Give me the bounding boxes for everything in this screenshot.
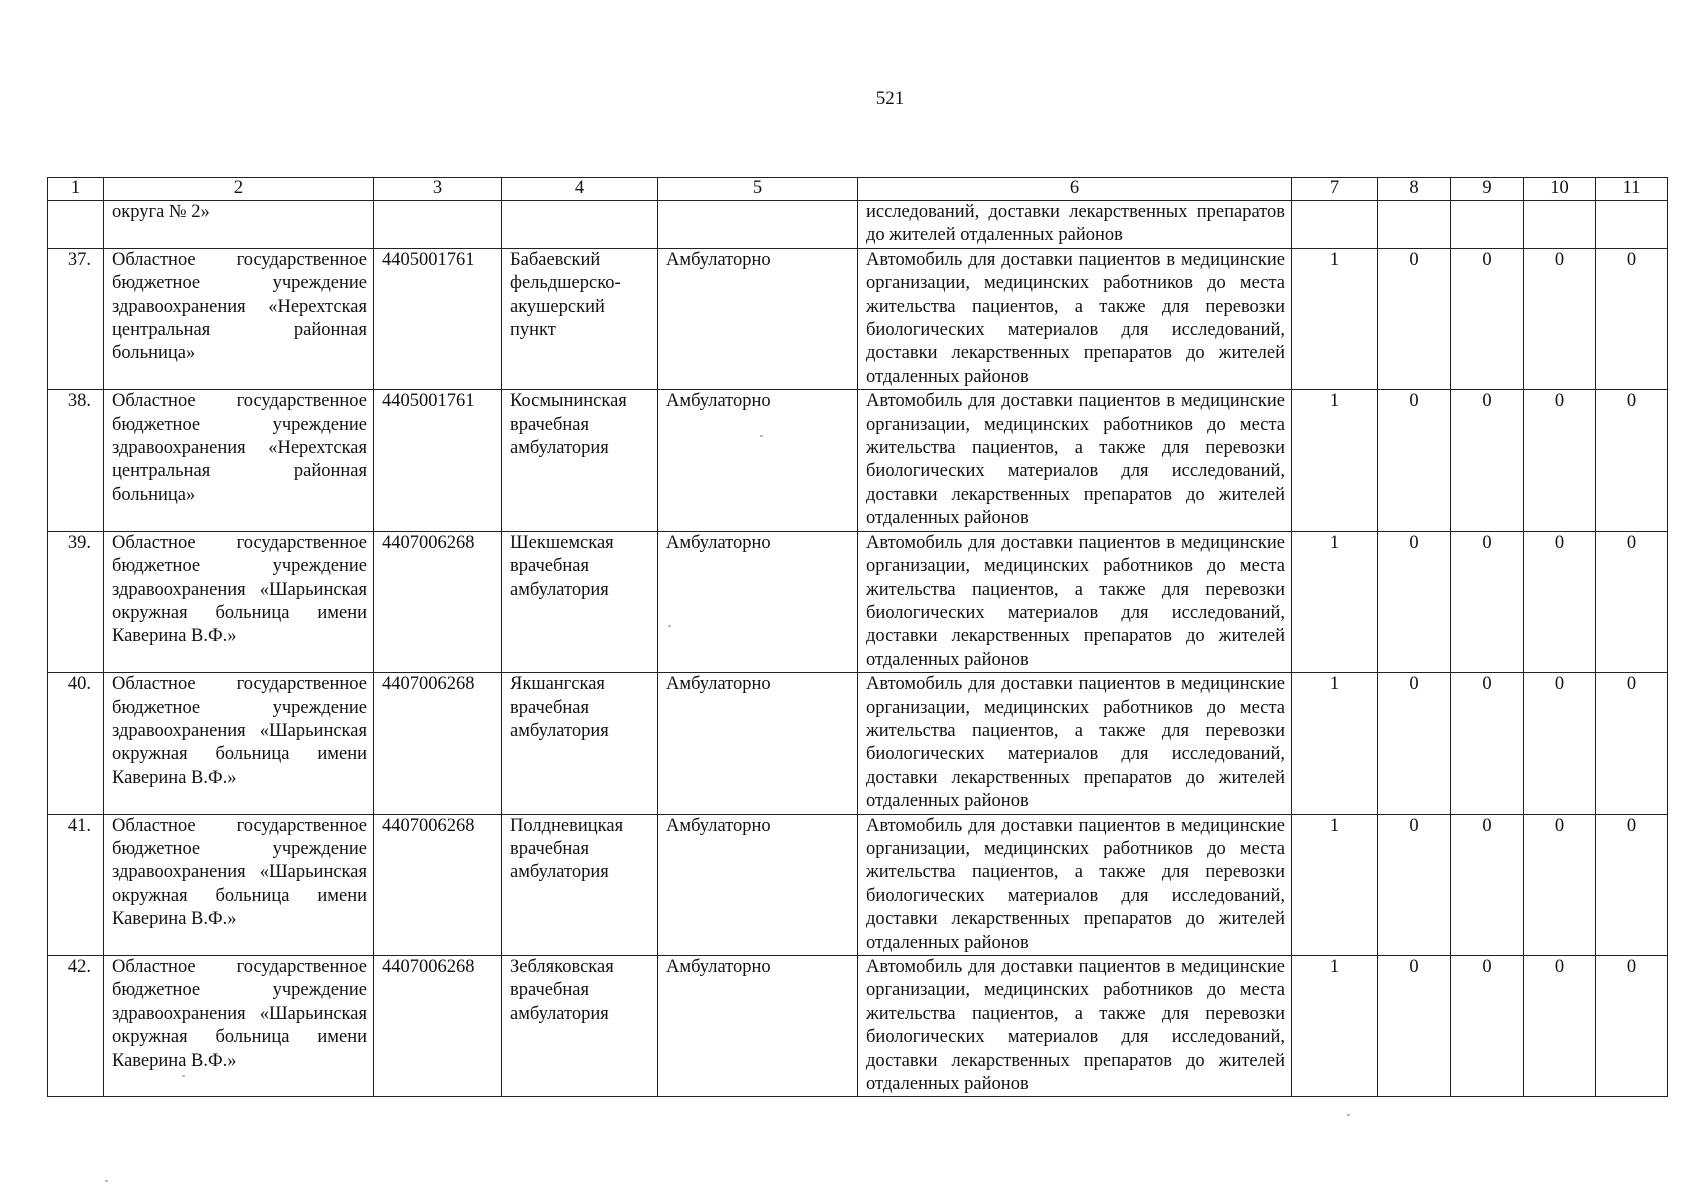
scan-speck (182, 1075, 185, 1077)
count-cell-7: 1 (1292, 390, 1378, 531)
count-cell-11: 0 (1596, 673, 1668, 814)
count-cell-8: 0 (1378, 814, 1451, 955)
count-cell-8: 0 (1378, 673, 1451, 814)
count-cell-11: 0 (1596, 248, 1668, 389)
count-cell-10: 0 (1524, 956, 1596, 1097)
purpose-cell: Автомобиль для доставки пациентов в медицинские организации, медицинских работников до места жительства пациентов, а также для перевозки биологических материалов для исследований, доставки лекарственных препаратов до жителей отдаленных районов (858, 673, 1292, 814)
empty-cell (658, 201, 858, 249)
purpose-cell: Автомобиль для доставки пациентов в медицинские организации, медицинских работников до места жительства пациентов, а также для перевозки биологических материалов для исследований, доставки лекарственных препаратов до жителей отдаленных районов (858, 248, 1292, 389)
data-table (47, 177, 1668, 1097)
mode-cell: Амбулаторно (658, 956, 858, 1097)
table-row (48, 531, 1668, 672)
unit-cell: Зебляковская врачебная амбулатория (502, 956, 658, 1097)
column-header: 8 (1378, 178, 1451, 201)
purpose-cell: Автомобиль для доставки пациентов в медицинские организации, медицинских работников до места жительства пациентов, а также для перевозки биологических материалов для исследований, доставки лекарственных препаратов до жителей отдаленных районов (858, 531, 1292, 672)
unit-cell: Космынинская врачебная амбулатория (502, 390, 658, 531)
row-number-cell: 40. (48, 673, 104, 814)
count-cell-9: 0 (1451, 673, 1524, 814)
count-cell-10: 0 (1524, 673, 1596, 814)
empty-cell (1378, 201, 1451, 249)
count-cell-10: 0 (1524, 248, 1596, 389)
purpose-cell: исследований, доставки лекарственных препаратов до жителей отдаленных районов (858, 201, 1292, 249)
count-cell-8: 0 (1378, 956, 1451, 1097)
inn-cell: 4407006268 (374, 531, 502, 672)
table-row (48, 673, 1668, 814)
column-header: 1 (48, 178, 104, 201)
org-cell: Областное государственное бюджетное учреждение здравоохранения «Шарьинская окружная больница имени Каверина В.Ф.» (104, 673, 374, 814)
count-cell-7: 1 (1292, 531, 1378, 672)
row-number-cell: 38. (48, 390, 104, 531)
mode-cell: Амбулаторно (658, 673, 858, 814)
org-cell: Областное государственное бюджетное учреждение здравоохранения «Нерехтская центральная районная больница» (104, 248, 374, 389)
inn-cell: 4407006268 (374, 956, 502, 1097)
mode-cell: Амбулаторно (658, 531, 858, 672)
count-cell-9: 0 (1451, 814, 1524, 955)
unit-cell: Якшангская врачебная амбулатория (502, 673, 658, 814)
count-cell-11: 0 (1596, 531, 1668, 672)
unit-cell: Шекшемская врачебная амбулатория (502, 531, 658, 672)
count-cell-9: 0 (1451, 531, 1524, 672)
row-number-cell: 37. (48, 248, 104, 389)
scan-speck (760, 435, 763, 437)
column-header: 3 (374, 178, 502, 201)
mode-cell: Амбулаторно (658, 814, 858, 955)
scan-speck (1347, 1114, 1350, 1116)
unit-cell: Полдневицкая врачебная амбулатория (502, 814, 658, 955)
column-header: 11 (1596, 178, 1668, 201)
org-cell: Областное государственное бюджетное учреждение здравоохранения «Шарьинская окружная больница имени Каверина В.Ф.» (104, 956, 374, 1097)
column-header: 6 (858, 178, 1292, 201)
column-header: 9 (1451, 178, 1524, 201)
inn-cell: 4405001761 (374, 390, 502, 531)
count-cell-8: 0 (1378, 531, 1451, 672)
count-cell-10: 0 (1524, 814, 1596, 955)
column-header: 2 (104, 178, 374, 201)
org-cell: Областное государственное бюджетное учреждение здравоохранения «Нерехтская центральная районная больница» (104, 390, 374, 531)
count-cell-9: 0 (1451, 956, 1524, 1097)
purpose-cell: Автомобиль для доставки пациентов в медицинские организации, медицинских работников до места жительства пациентов, а также для перевозки биологических материалов для исследований, доставки лекарственных препаратов до жителей отдаленных районов (858, 390, 1292, 531)
empty-cell (502, 201, 658, 249)
count-cell-7: 1 (1292, 814, 1378, 955)
empty-cell (1292, 201, 1378, 249)
scan-speck (668, 625, 671, 627)
count-cell-10: 0 (1524, 390, 1596, 531)
org-cell: Областное государственное бюджетное учреждение здравоохранения «Шарьинская окружная больница имени Каверина В.Ф.» (104, 531, 374, 672)
empty-cell (374, 201, 502, 249)
empty-cell (1524, 201, 1596, 249)
count-cell-9: 0 (1451, 390, 1524, 531)
row-number-cell: 41. (48, 814, 104, 955)
unit-cell: Бабаевский фельдшерско-акушерский пункт (502, 248, 658, 389)
column-number-row (48, 178, 1668, 201)
count-cell-11: 0 (1596, 814, 1668, 955)
count-cell-8: 0 (1378, 390, 1451, 531)
inn-cell: 4405001761 (374, 248, 502, 389)
mode-cell: Амбулаторно (658, 248, 858, 389)
mode-cell: Амбулаторно (658, 390, 858, 531)
count-cell-7: 1 (1292, 956, 1378, 1097)
org-cell: Областное государственное бюджетное учреждение здравоохранения «Шарьинская окружная больница имени Каверина В.Ф.» (104, 814, 374, 955)
empty-cell (1451, 201, 1524, 249)
column-header: 10 (1524, 178, 1596, 201)
count-cell-7: 1 (1292, 673, 1378, 814)
table-row (48, 956, 1668, 1097)
column-header: 7 (1292, 178, 1378, 201)
table-row (48, 248, 1668, 389)
row-number-cell: 42. (48, 956, 104, 1097)
table-body (48, 248, 1668, 1097)
inn-cell: 4407006268 (374, 673, 502, 814)
purpose-cell: Автомобиль для доставки пациентов в медицинские организации, медицинских работников до места жительства пациентов, а также для перевозки биологических материалов для исследований, доставки лекарственных препаратов до жителей отдаленных районов (858, 956, 1292, 1097)
empty-cell (48, 201, 104, 249)
count-cell-7: 1 (1292, 248, 1378, 389)
count-cell-9: 0 (1451, 248, 1524, 389)
count-cell-11: 0 (1596, 390, 1668, 531)
org-cell: округа № 2» (104, 201, 374, 249)
table-row (48, 390, 1668, 531)
page-number: 521 (875, 88, 905, 109)
column-header: 4 (502, 178, 658, 201)
inn-cell: 4407006268 (374, 814, 502, 955)
count-cell-8: 0 (1378, 248, 1451, 389)
empty-cell (1596, 201, 1668, 249)
count-cell-11: 0 (1596, 956, 1668, 1097)
table-row (48, 814, 1668, 955)
purpose-cell: Автомобиль для доставки пациентов в медицинские организации, медицинских работников до места жительства пациентов, а также для перевозки биологических материалов для исследований, доставки лекарственных препаратов до жителей отдаленных районов (858, 814, 1292, 955)
continuation-row (48, 201, 1668, 249)
scan-speck (105, 1180, 108, 1182)
count-cell-10: 0 (1524, 531, 1596, 672)
column-header: 5 (658, 178, 858, 201)
row-number-cell: 39. (48, 531, 104, 672)
